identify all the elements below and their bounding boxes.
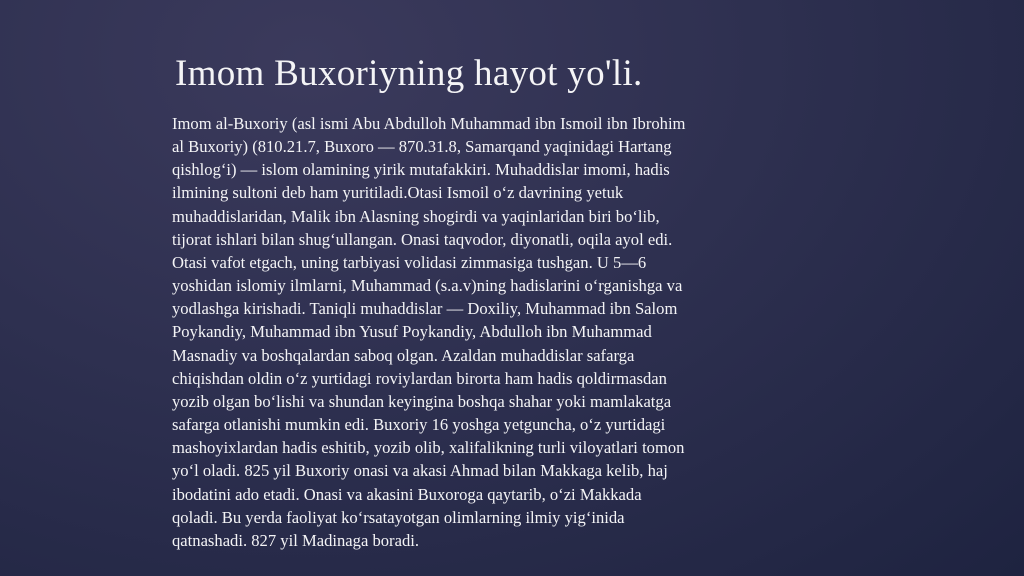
body-text-line: yozib olgan bo‘lishi va shundan keyingina boshqa shahar yoki mamlakatga <box>172 391 672 411</box>
body-text-line: Imom al-Buxoriy (asl ismi Abu Abdulloh Muhammad ibn Ismoil ibn Ibrohim <box>172 114 686 133</box>
body-text-line: ibodatini ado etadi. Onasi va akasini Buxoroga qaytarib, o‘zi Makkada <box>172 484 642 504</box>
body-text-line: al Buxoriy) (810.21.7, Buxoro — 870.31.8, Samarqand yaqinidagi Hartang <box>172 137 672 157</box>
body-text-line: muhaddislaridan, Malik ibn Alasning shogirdi va yaqinlaridan biri bo‘lib, <box>172 206 660 226</box>
body-text-line: chiqishdan oldin o‘z yurtidagi roviylardan birorta ham hadis qoldirmasdan <box>172 368 667 388</box>
slide-title: Imom Buxoriyning hayot yo'li. <box>175 53 643 94</box>
body-text-line: Otasi vafot etgach, uning tarbiyasi volidasi zimmasiga tushgan. U 5—6 <box>172 252 647 272</box>
body-text-line: qoladi. Bu yerda faoliyat ko‘rsatayotgan olimlarning ilmiy yig‘inida <box>172 507 625 527</box>
body-text-line: yo‘l oladi. 825 yil Buxoriy onasi va akasi Ahmad bilan Makkaga kelib, haj <box>172 461 668 481</box>
body-text-line: yoshidan islomiy ilmlarni, Muhammad (s.a.v)ning hadislarini o‘rganishga va <box>172 276 683 296</box>
body-text-line: mashoyixlardan hadis eshitib, yozib olib, xalifalikning turli viloyatlari tomon <box>172 438 685 458</box>
slide-body-text <box>172 112 852 552</box>
body-text-line: Masnadiy va boshqalardan saboq olgan. Azaldan muhaddislar safarga <box>172 345 635 365</box>
body-text-line: tijorat ishlari bilan shug‘ullangan. Onasi taqvodor, diyonatli, oqila ayol edi. <box>172 229 673 249</box>
body-text-line: ilmining sultoni deb ham yuritiladi.Otasi Ismoil o‘z davrining yetuk <box>172 183 624 203</box>
body-text-line: qatnashadi. 827 yil Madinaga boradi. <box>172 530 420 550</box>
body-text-line: yodlashga kirishadi. Taniqli muhaddislar — Doxiliy, Muhammad ibn Salom <box>172 299 678 319</box>
body-text-line: Poykandiy, Muhammad ibn Yusuf Poykandiy, Abdulloh ibn Muhammad <box>172 322 652 342</box>
body-text-line: qishlog‘i) — islom olamining yirik mutafakkiri. Muhaddislar imomi, hadis <box>172 160 670 180</box>
body-text-line: safarga otlanishi mumkin edi. Buxoriy 16 yoshga yetguncha, o‘z yurtidagi <box>172 415 666 435</box>
